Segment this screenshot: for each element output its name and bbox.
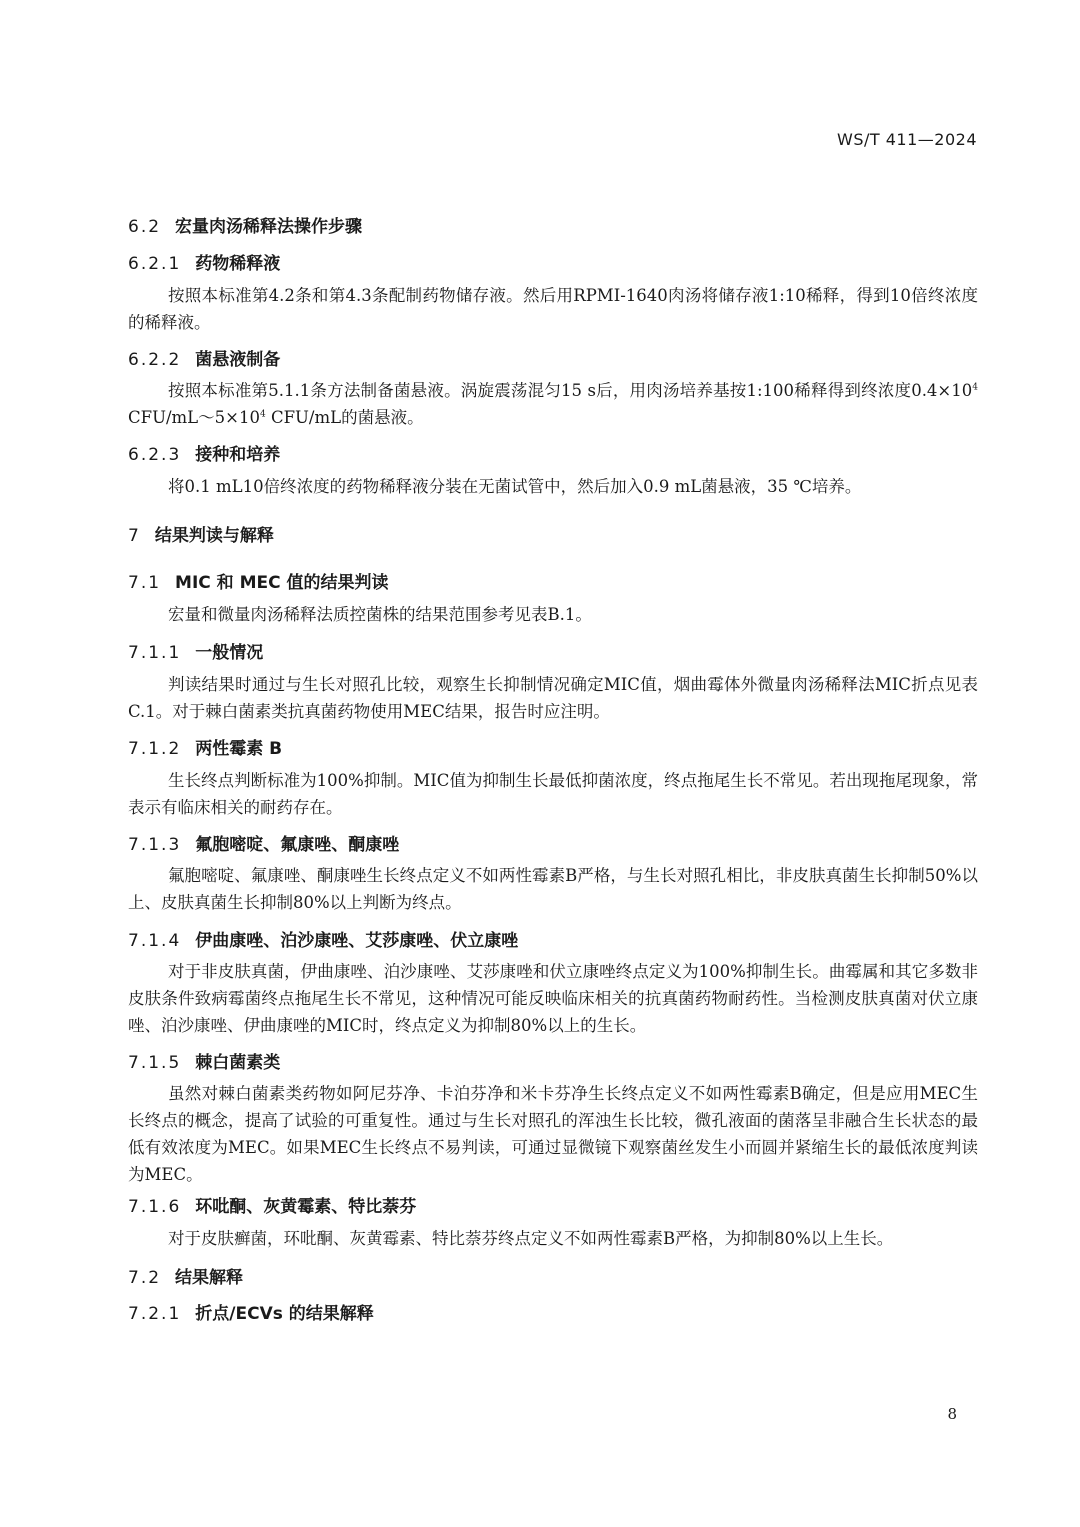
paragraph-7-1-1: 判读结果时通过与生长对照孔比较，观察生长抑制情况确定MIC值，烟曲霉体外微量肉汤稀释法MIC折点见表C.1。对于棘白菌素类抗真菌药物使用MEC结果，报告时应注明。	[128, 675, 978, 721]
heading-7-2: 7.2 结果解释	[128, 1268, 244, 1288]
heading-7-1-4: 7.1.4 伊曲康唑、泊沙康唑、艾莎康唑、伏立康唑	[128, 931, 519, 951]
heading-6-2-2: 6.2.2 菌悬液制备	[128, 350, 281, 370]
heading-7-2-1: 7.2.1 折点/ECVs 的结果解释	[128, 1304, 374, 1324]
heading-7: 7 结果判读与解释	[128, 526, 274, 546]
heading-7-1-1: 7.1.1 一般情况	[128, 643, 264, 663]
paragraph-6-2-1: 按照本标准第4.2条和第4.3条配制药物储存液。然后用RPMI-1640肉汤将储存液1:10稀释，得到10倍终浓度的稀释液。	[128, 286, 978, 332]
paragraph-7-1: 宏量和微量肉汤稀释法质控菌株的结果范围参考见表B.1。	[168, 605, 592, 624]
heading-7-1: 7.1 MIC 和 MEC 值的结果判读	[128, 573, 389, 593]
standard-code-header: WS/T 411—2024	[837, 130, 977, 149]
paragraph-6-2-2: 按照本标准第5.1.1条方法制备菌悬液。涡旋震荡混匀15 s后，用肉汤培养基按1:100稀释得到终浓度$0.4\times 10^4$ CFU/$mL\sim 5\times 10^4$ CFU/mL的菌悬液。	[128, 381, 978, 427]
paragraph-7-1-6: 对于皮肤癣菌，环吡酮、灰黄霉素、特比萘芬终点定义不如两性霉素B严格，为抑制80%以上生长。	[168, 1229, 894, 1248]
heading-6-2-3: 6.2.3 接种和培养	[128, 445, 281, 465]
heading-7-1-3: 7.1.3 氟胞嘧啶、氟康唑、酮康唑	[128, 835, 400, 855]
heading-6-2: 6.2 宏量肉汤稀释法操作步骤	[128, 217, 363, 237]
page-number: 8	[947, 1405, 957, 1423]
heading-7-1-5: 7.1.5 棘白菌素类	[128, 1053, 281, 1073]
paragraph-7-1-4: 对于非皮肤真菌，伊曲康唑、泊沙康唑、艾莎康唑和伏立康唑终点定义为100%抑制生长。曲霉属和其它多数非皮肤条件致病霉菌终点拖尾生长不常见，这种情况可能反映临床相关的抗真菌药物耐药性。当检测皮肤真菌对伏立康唑、泊沙康唑、伊曲康唑的MIC时，终点定义为抑制80%以上的生长。	[128, 962, 978, 1035]
heading-7-1-6: 7.1.6 环吡酮、灰黄霉素、特比萘芬	[128, 1197, 417, 1217]
paragraph-7-1-2: 生长终点判断标准为100%抑制。MIC值为抑制生长最低抑菌浓度，终点拖尾生长不常见。若出现拖尾现象，常表示有临床相关的耐药存在。	[128, 771, 978, 817]
paragraph-7-1-3: 氟胞嘧啶、氟康唑、酮康唑生长终点定义不如两性霉素B严格，与生长对照孔相比，非皮肤真菌生长抑制50%以上、皮肤真菌生长抑制80%以上判断为终点。	[128, 866, 978, 912]
heading-7-1-2: 7.1.2 两性霉素 B	[128, 739, 283, 759]
paragraph-7-1-5: 虽然对棘白菌素类药物如阿尼芬净、卡泊芬净和米卡芬净生长终点定义不如两性霉素B确定，但是应用MEC生长终点的概念，提高了试验的可重复性。通过与生长对照孔的浑浊生长比较，微孔液面的菌落呈非融合生长状态的最低有效浓度为MEC。如果MEC生长终点不易判读，可通过显微镜下观察菌丝发生小而圆并紧缩生长的最低浓度判读为MEC。	[128, 1084, 978, 1184]
paragraph-6-2-3: 将0.1 mL10倍终浓度的药物稀释液分装在无菌试管中，然后加入0.9 mL菌悬液，35 ℃培养。	[168, 477, 862, 496]
heading-6-2-1: 6.2.1 药物稀释液	[128, 254, 281, 274]
